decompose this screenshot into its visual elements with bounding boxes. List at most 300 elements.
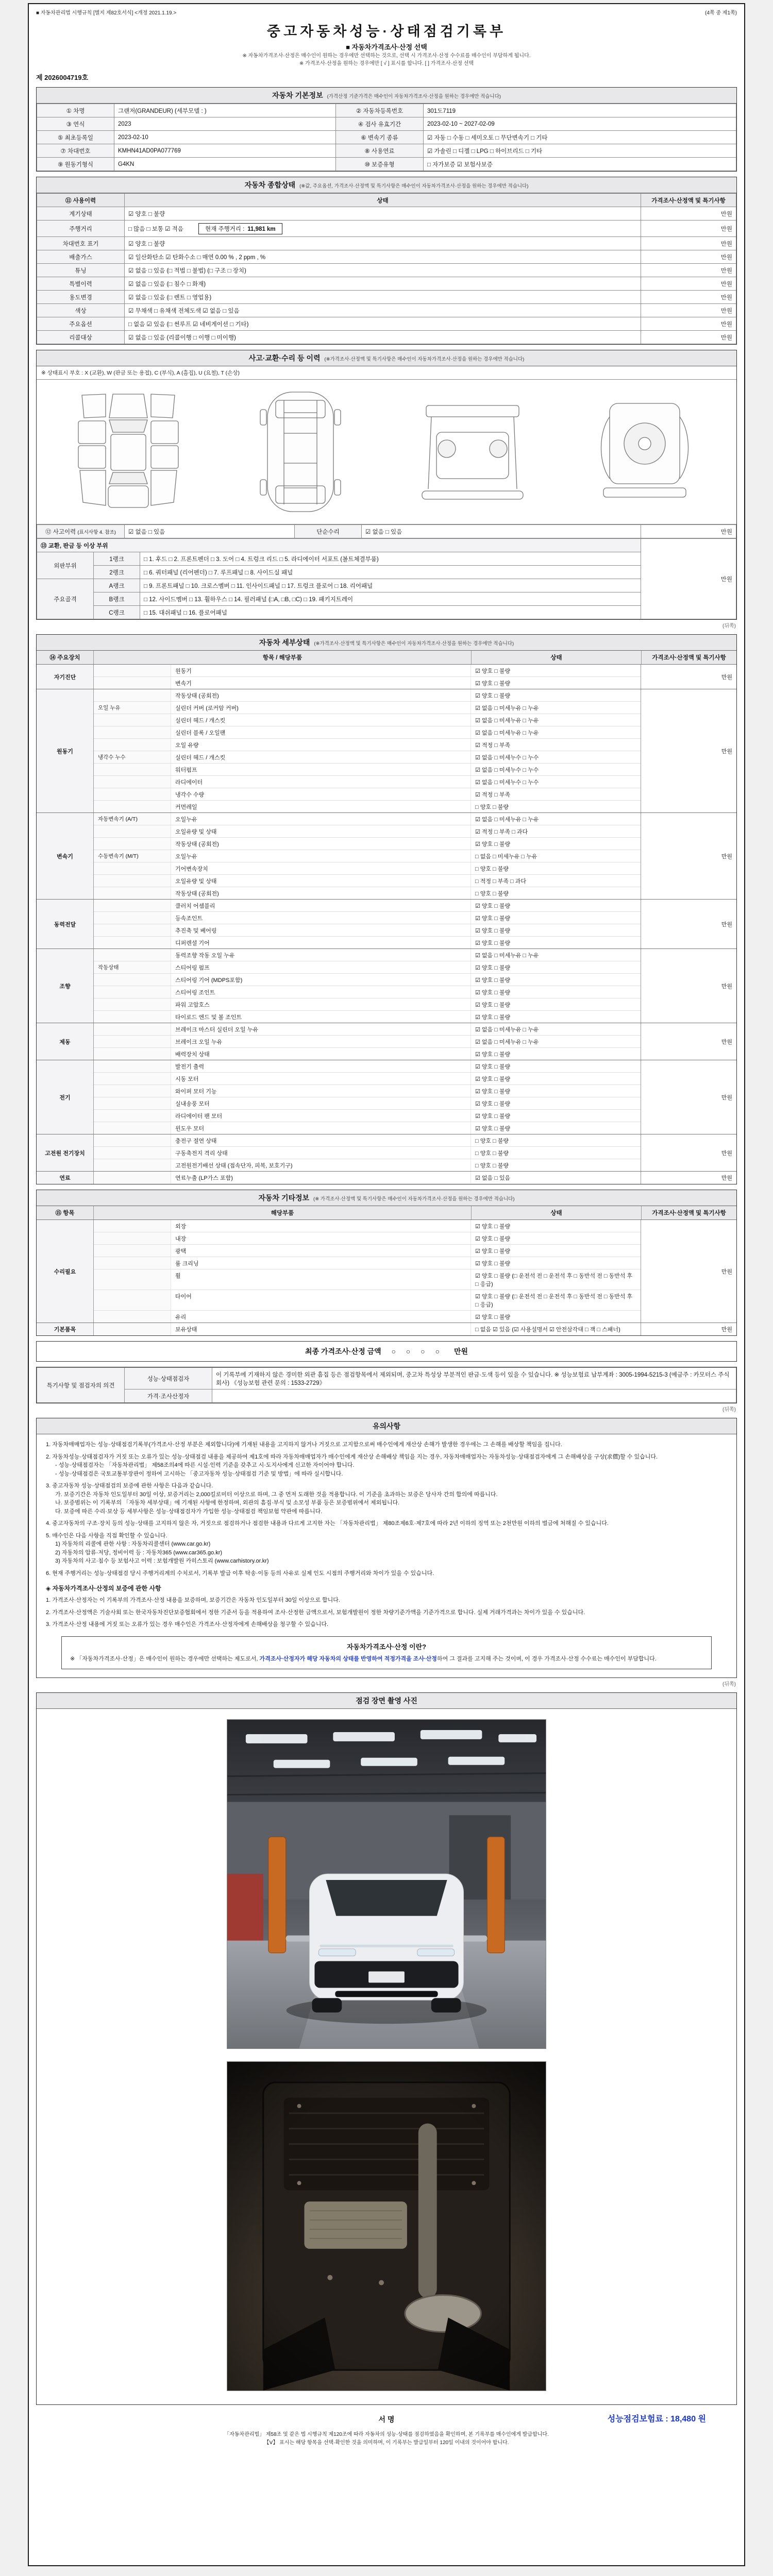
etc-info-groups xyxy=(37,1220,736,1335)
col-item: 항목 / 해당부품 xyxy=(93,651,471,664)
item-label: 색상 xyxy=(37,304,125,317)
status-checkboxes[interactable]: ☑ 양호 □ 불량 xyxy=(470,1110,641,1122)
item-label: 충전구 절연 상태 xyxy=(175,1138,217,1144)
device-item-row xyxy=(94,763,641,775)
item-label: 오일유량 및 상태 xyxy=(175,878,217,885)
item-label: 외장 xyxy=(175,1223,187,1230)
device-item-row xyxy=(94,1010,641,1023)
page-continue-mark: (뒤쪽) xyxy=(722,1681,736,1687)
field-checkboxes[interactable]: ☑ 자동 □ 수동 □ 세미오토 □ 무단변속기 □ 기타 xyxy=(424,131,736,144)
etc-item-row xyxy=(94,1323,641,1335)
final-price-value[interactable]: ○ ○ ○ ○ xyxy=(391,1347,444,1355)
item-label: 광택 xyxy=(175,1248,187,1255)
item-label: 실린더 헤드 / 개스킷 xyxy=(175,717,226,724)
overall-state-table xyxy=(37,193,736,344)
notice-paragraph: 2. 자동차성능·상태점검자가 거짓 또는 오류가 있는 성능·상태점검 내용을 제공하여 제1호에 따라 자동차매매업자가 매수인에게 재산상 손해배상 책임을 지는 경우, 자동차매매업자는 자동차성능·상태점검자에게 그 손해배상을 구상(求償)할 수 있습니다. xyxy=(46,1453,658,1460)
notice-paragraph: 6. 현재 주행거리는 성능·상태점검 당시 주행거리계의 수치로서, 기록부 발급 이후 탁송·이동 등의 사유로 실제 인도 시점의 주행거리와 차이가 있을 수 있습니다. xyxy=(46,1570,434,1577)
status-checkboxes[interactable]: □ 양호 □ 불량 xyxy=(470,801,641,812)
device-name: 전기 xyxy=(37,1060,93,1134)
field-value: KMHN41AD0PA077769 xyxy=(114,144,336,158)
etc-group-name: 기본품목 xyxy=(37,1323,93,1335)
rank-parts-checkboxes[interactable]: □ 15. 대쉬패널 □ 16. 플로어패널 xyxy=(140,606,641,619)
signature-label[interactable]: 서 명 xyxy=(378,2415,395,2424)
price-cell: 만원 xyxy=(641,264,736,277)
field-label: ⑦ 차대번호 xyxy=(37,144,114,158)
inspection-photo-underbody xyxy=(227,2061,546,2391)
price-cell: 만원 xyxy=(641,304,736,317)
col-item-group: ⑮ 항목 xyxy=(55,1210,75,1216)
item-label: 오일누유 xyxy=(175,853,197,860)
item-label: 원동기 xyxy=(175,668,192,674)
device-item-row xyxy=(94,1035,641,1047)
rank-label: 1랭크 xyxy=(94,552,140,566)
status-checkboxes[interactable]: ☑ 양호 □ 불량 xyxy=(470,1085,641,1097)
status-checkboxes[interactable]: ☑ 없음 □ 미세누수 □ 누수 xyxy=(470,776,641,788)
accident-history-label-note: (표시사항 4. 참조) xyxy=(77,529,116,535)
item-label: 등속조인트 xyxy=(175,915,203,922)
notice-item xyxy=(46,1453,727,1479)
status-checkboxes[interactable]: ☑ 양호 □ 불량 xyxy=(470,961,641,973)
rank-parts-checkboxes[interactable]: □ 6. 쿼터패널 (리어펜더) □ 7. 루프패널 □ 8. 사이드실 패널 xyxy=(140,566,641,579)
item-subgroup xyxy=(94,1147,171,1159)
definition-box-text: ※ 「자동차가격조사·산정」은 매수인이 원하는 경우에만 선택하는 제도로서, 가격조사·산정자가 해당 자동차의 상태를 반영하여 적정가격을 조사·산정하여 그 결과를 고지해 주는 것이며, 이 경우 가격조사·산정 수수료는 매수인이 부담합니다. xyxy=(70,1656,657,1662)
rank-row xyxy=(37,552,736,566)
status-checkboxes[interactable]: ☑ 양호 □ 불량 xyxy=(470,998,641,1010)
device-item-row xyxy=(94,726,641,738)
notice-subitem: - 성능·상태점검은 국토교통부장관이 정하여 고시하는 「중고자동차 성능·상태점검 기준 및 방법」에 따라 실시합니다. xyxy=(55,1470,343,1477)
notice-paragraph: 3. 중고자동차 성능·상태점검의 보증에 관한 사항은 다음과 같습니다. xyxy=(46,1483,213,1489)
page-title: 중고자동차성능·상태점검기록부 xyxy=(266,24,507,39)
status-checkboxes[interactable]: ☑ 양호 □ 불량 xyxy=(470,1232,641,1244)
overall-state-title-note: (※값, 주요옵션, 가격조사·산정액 및 특기사항은 매수인이 자동차가격조사·산정을 원하는 경우에만 적습니다) xyxy=(299,183,529,189)
etc-group xyxy=(37,1220,736,1323)
price-cell: 만원 xyxy=(641,539,736,619)
device-item-row xyxy=(94,924,641,936)
col-usage-history: ⑪ 사용이력 xyxy=(37,194,125,207)
status-checkboxes[interactable]: □ 없음 □ 미세누유 □ 누유 xyxy=(470,850,641,862)
item-label: 디퍼렌셜 기어 xyxy=(175,940,210,946)
col-item: 해당부품 xyxy=(93,1206,471,1219)
field-checkboxes[interactable]: ☑ 가솔린 □ 디젤 □ LPG □ 하이브리드 □ 기타 xyxy=(424,144,736,158)
device-group xyxy=(37,1171,736,1184)
item-label: 스티어링 조인트 xyxy=(175,989,215,996)
inspector-opinion-text: 이 기록부에 기재하지 않은 경미한 외관 흠집 등은 점검항목에서 제외되며, 중고차 특성상 부분적인 판금·도색 등이 있을 수 있습니다. ※ 성능보험료 납부계좌 : 3005-1994-5215-3 (예금주 : 카모터스 주식회사) 《성능보험 관련 문의 : 1533-2729》 xyxy=(212,1368,736,1389)
status-checkboxes[interactable]: ☑ 없음 □ 미세누유 □ 누유 xyxy=(470,949,641,961)
section-basic-info xyxy=(36,87,737,172)
status-checkboxes[interactable]: ☑ 양호 □ 불량 xyxy=(470,986,641,998)
item-subgroup xyxy=(94,1269,171,1290)
car-diagram-exterior-unfolded xyxy=(46,386,211,518)
status-checkboxes[interactable]: □ 양호 □ 불량 xyxy=(470,862,641,874)
device-item-row xyxy=(94,1097,641,1109)
device-group xyxy=(37,1023,736,1060)
item-subgroup xyxy=(94,825,171,837)
notice-subitem: 다. 보증에 따른 수리·보상 등 세부사항은 성능·상태점검자가 가입한 성능·상태점검 책임보험 약관에 따릅니다. xyxy=(55,1508,323,1515)
etc-item-row xyxy=(94,1310,641,1323)
item-label: 파워 고압호스 xyxy=(175,1002,210,1008)
item-subgroup xyxy=(94,1220,171,1232)
device-item-row xyxy=(94,1047,641,1060)
item-label: 작동상태 (공회전) xyxy=(175,841,219,848)
item-label: 작동상태 (공회전) xyxy=(175,692,219,699)
price-cell: 만원 xyxy=(721,983,732,990)
price-survey-select-label[interactable]: ■ 자동차가격조사·산정 선택 xyxy=(346,43,427,51)
status-checkboxes[interactable]: ☑ 없음 □ 미세누유 □ 누유 xyxy=(470,813,641,825)
item-subgroup: 오일 누유 xyxy=(94,702,171,714)
page-side-note: (4쪽 중 제1쪽) xyxy=(705,10,737,16)
accident-legend-row xyxy=(37,525,736,538)
item-label: 특별이력 xyxy=(37,277,125,291)
etc-item-row xyxy=(94,1220,641,1232)
device-item-row xyxy=(94,837,641,850)
item-label: 동력조향 작동 오일 누유 xyxy=(175,952,235,959)
device-item-row xyxy=(94,986,641,998)
status-checkboxes[interactable]: □ 없음 ☑ 있음 (□ 썬루프 ☑ 네비게이션 □ 기타) xyxy=(125,317,641,331)
item-label: 시동 모터 xyxy=(175,1076,199,1082)
status-checkboxes[interactable]: ☑ 양호 □ 불량 xyxy=(470,1220,641,1232)
item-subgroup xyxy=(94,1134,171,1146)
status-checkboxes[interactable]: □ 양호 □ 불량 xyxy=(470,1134,641,1146)
item-label: 오일누유 xyxy=(175,816,197,823)
device-name: 조향 xyxy=(37,949,93,1023)
item-label: 타이로드 엔드 및 볼 조인트 xyxy=(175,1014,242,1021)
status-checkboxes[interactable]: ☑ 양호 □ 불량 xyxy=(470,1257,641,1269)
notice-item xyxy=(46,1532,727,1566)
document-number: 제 2026004719호 xyxy=(36,74,89,81)
field-value: 2023-02-10 ~ 2027-02-09 xyxy=(424,117,736,131)
section-overall-state xyxy=(36,177,737,345)
device-item-row xyxy=(94,813,641,825)
status-checkboxes[interactable]: ☑ 양호 □ 불량 xyxy=(470,1122,641,1134)
basic-info-row xyxy=(37,117,736,131)
price-cell: 만원 xyxy=(641,525,736,538)
etc-info-title: 자동차 기타정보 (※ 가격조사·산정액 및 특기사항은 매수인이 자동차가격조사·산정을 원하는 경우에만 적습니다) xyxy=(37,1190,736,1206)
item-subgroup xyxy=(94,1023,171,1035)
item-subgroup xyxy=(94,838,171,850)
device-item-row xyxy=(94,689,641,701)
item-subgroup xyxy=(94,1048,171,1060)
device-item-row xyxy=(94,936,641,948)
inspection-insurance-fee: 성능점검보험료 : 18,480 원 xyxy=(607,2414,706,2424)
status-checkboxes[interactable]: ☑ 적정 □ 부족 xyxy=(470,739,641,751)
inspector-role: 성능·상태점검자 xyxy=(125,1368,212,1389)
item-subgroup xyxy=(94,776,171,788)
device-item-row xyxy=(94,788,641,800)
price-cell: 만원 xyxy=(641,221,736,237)
item-label: 냉각수 수량 xyxy=(175,791,205,798)
accident-history-checkboxes[interactable]: ☑ 없음 □ 있음 xyxy=(125,525,295,538)
status-checkboxes[interactable]: ☑ 없음 □ 미세누유 □ 누유 xyxy=(470,1023,641,1035)
item-subgroup xyxy=(94,677,171,689)
notice-paragraph: 5. 매수인은 다음 사항을 직접 확인할 수 있습니다. xyxy=(46,1532,167,1539)
status-checkboxes[interactable]: ☑ 양호 □ 불량 xyxy=(470,1060,641,1072)
section-notice xyxy=(36,1418,737,1678)
exchange-header-row xyxy=(37,539,736,552)
etc-item-row xyxy=(94,1290,641,1310)
status-checkboxes[interactable]: ☑ 없음 □ 있음 (리콜이행 □ 이행 □ 미이행) xyxy=(125,331,641,344)
item-label: 라디에이터 xyxy=(175,779,203,786)
item-label: 주요옵션 xyxy=(37,317,125,331)
device-item-row xyxy=(94,1023,641,1035)
item-subgroup xyxy=(94,986,171,998)
field-label: ⑨ 원동기형식 xyxy=(37,158,114,171)
device-item-row xyxy=(94,900,641,911)
device-item-row xyxy=(94,701,641,714)
item-label: 리콜대상 xyxy=(37,331,125,344)
item-label: 주행거리 xyxy=(37,221,125,237)
field-value: 2023 xyxy=(114,117,336,131)
item-label: 고전원전기배선 상태 (접속단자, 피복, 보호기구) xyxy=(175,1162,293,1169)
device-item-row xyxy=(94,1072,641,1084)
overall-row xyxy=(37,331,736,344)
notice-item xyxy=(46,1569,727,1578)
simple-repair-checkboxes[interactable]: ☑ 없음 □ 있음 xyxy=(362,525,641,538)
status-checkboxes[interactable]: ☑ 일산화탄소 ☑ 탄화수소 □ 매연 0.00 % , 2 ppm , % xyxy=(125,250,641,264)
status-checkboxes[interactable]: ☑ 없음 □ 미세누유 □ 누유 xyxy=(470,714,641,726)
notice-subitem: 가. 보증기간은 자동차 인도일부터 30일 이상, 보증거리는 2,000킬로미터 이상으로 하며, 그 중 먼저 도래한 것을 적용합니다. 이 기준을 초과하는 보증은 당사자 간의 합의에 따릅니다. xyxy=(55,1491,498,1498)
item-label: 실린더 헤드 / 개스킷 xyxy=(175,754,226,761)
status-checkboxes[interactable]: □ 양호 □ 불량 xyxy=(470,1147,641,1159)
item-subgroup xyxy=(94,1073,171,1084)
price-cell: 만원 xyxy=(721,921,732,928)
col-status: 상태 xyxy=(125,194,641,207)
opinion-row xyxy=(37,1389,736,1403)
field-label: ① 차명 xyxy=(37,104,114,117)
device-name: 제동 xyxy=(37,1023,93,1060)
status-checkboxes[interactable]: □ 없음 ☑ 있음 (☑ 사용설명서 ☑ 안전삼각대 □ 잭 □ 스패너) xyxy=(470,1323,641,1335)
device-group xyxy=(37,1060,736,1134)
overall-row xyxy=(37,277,736,291)
price-cell: 만원 xyxy=(721,853,732,860)
odometer-label: 현재 주행거리 : xyxy=(205,226,245,232)
rank-label: C랭크 xyxy=(94,606,140,619)
notice-item xyxy=(46,1482,727,1516)
price-cell: 만원 xyxy=(721,674,732,681)
final-price-label: 최종 가격조사·산정 금액 xyxy=(305,1347,381,1355)
detailed-state-header xyxy=(37,651,736,665)
item-label: 기어변속장치 xyxy=(175,866,208,872)
item-subgroup xyxy=(94,665,171,676)
item-label: 실린더 블록 / 오일팬 xyxy=(175,730,226,736)
odometer-value: 11,981 km xyxy=(247,226,276,232)
status-checkboxes[interactable]: ☑ 양호 □ 불량 xyxy=(470,900,641,911)
etc-item-row xyxy=(94,1269,641,1290)
item-subgroup xyxy=(94,788,171,800)
rank-row xyxy=(37,566,736,579)
item-label: 계기상태 xyxy=(37,207,125,221)
device-item-row xyxy=(94,1172,641,1183)
status-checkboxes[interactable]: ☑ 없음 □ 미세누수 □ 누수 xyxy=(470,764,641,775)
item-label: 오일 유량 xyxy=(175,742,199,749)
field-label: ⑩ 보증유형 xyxy=(336,158,424,171)
inspection-photo-car-front xyxy=(227,1719,546,2049)
status-checkboxes[interactable]: □ 양호 □ 불량 xyxy=(470,887,641,899)
rank-row xyxy=(37,606,736,619)
field-label: ⑥ 변속기 종류 xyxy=(336,131,424,144)
item-subgroup: 작동상태 xyxy=(94,961,171,973)
overall-row xyxy=(37,207,736,221)
page-continue-mark: (뒤쪽) xyxy=(722,1407,736,1413)
item-subgroup xyxy=(94,1323,171,1335)
item-label: 구동축전지 격리 상태 xyxy=(175,1150,228,1157)
status-checkboxes[interactable]: ☑ 양호 □ 불량 xyxy=(470,974,641,986)
price-survey-select-note2[interactable]: ※ 가격조사·산정을 원하는 경우에만 [ √ ] 표시를 합니다. [ ] 가격조사·산정 선택 xyxy=(299,60,474,66)
item-label: 발전기 출력 xyxy=(175,1063,205,1070)
item-label: 스티어링 펌프 xyxy=(175,964,210,971)
item-label: 룸 크리닝 xyxy=(175,1260,199,1267)
item-subgroup xyxy=(94,714,171,726)
device-name: 고전원 전기장치 xyxy=(37,1134,93,1171)
status-checkboxes[interactable]: ☑ 없음 □ 미세누수 □ 누수 xyxy=(470,751,641,763)
status-checkboxes[interactable]: □ 적정 □ 부족 □ 과다 xyxy=(470,875,641,887)
status-checkboxes[interactable] xyxy=(125,221,641,237)
item-label: 배력장치 상태 xyxy=(175,1051,210,1058)
item-label: 실린더 커버 (로커암 커버) xyxy=(175,705,239,711)
status-checkboxes[interactable]: ☑ 없음 □ 있음 xyxy=(470,1172,641,1183)
notice-subitem: 나. 보증범위는 이 기록부의 「자동차 세부상태」에 기재된 사항에 한정하며, 외관의 흠집·부식 및 소모성 부품 등은 보증범위에서 제외됩니다. xyxy=(55,1500,400,1506)
status-checkboxes[interactable]: ☑ 양호 □ 불량 xyxy=(470,677,641,689)
rank-parts-checkboxes[interactable]: □ 12. 사이드멤버 □ 13. 휠하우스 □ 14. 필러패널 (□A, □B, □C) □ 19. 패키지트레이 xyxy=(140,592,641,606)
accident-history-title: 사고·교환·수리 등 이력 (※가격조사·산정액 및 특기사항은 매수인이 자동차가격조사·산정을 원하는 경우에만 적습니다) xyxy=(37,350,736,366)
item-subgroup xyxy=(94,862,171,874)
status-checkboxes[interactable]: ☑ 양호 □ 불량 xyxy=(470,912,641,924)
device-group xyxy=(37,812,736,899)
item-subgroup xyxy=(94,949,171,961)
status-checkboxes[interactable]: ☑ 양호 □ 불량 xyxy=(470,689,641,701)
overall-state-title: 자동차 종합상태 (※값, 주요옵션, 가격조사·산정액 및 특기사항은 매수인이 자동차가격조사·산정을 원하는 경우에만 적습니다) xyxy=(37,177,736,193)
basic-info-row xyxy=(37,144,736,158)
inspection-insurance-fee-value: 18,480 원 xyxy=(670,2414,706,2424)
status-checkboxes[interactable]: ☑ 무채색 □ 유채색 전체도색 ☑ 없음 □ 있음 xyxy=(125,304,641,317)
price-guarantee-item xyxy=(46,1608,727,1617)
field-label: ⑧ 사용연료 xyxy=(336,144,424,158)
status-checkboxes[interactable]: ☑ 없음 □ 미세누유 □ 누유 xyxy=(470,726,641,738)
item-subgroup xyxy=(94,1036,171,1047)
item-label: 윈도우 모터 xyxy=(175,1125,205,1132)
notice-subitem: 2) 자동차의 압류·저당, 정비이력 등 : 자동차365 (www.car365.go.kr) xyxy=(55,1549,223,1556)
status-checkboxes[interactable]: ☑ 양호 □ 불량 xyxy=(470,937,641,948)
status-checkboxes[interactable]: ☑ 없음 □ 있음 (□ 적법 □ 불법) (□ 구조 □ 장치) xyxy=(125,264,641,277)
device-name: 변속기 xyxy=(37,813,93,899)
device-group xyxy=(37,1134,736,1171)
status-checkboxes[interactable]: ☑ 없음 □ 있음 (□ 렌트 □ 영업용) xyxy=(125,291,641,304)
item-subgroup: 수동변속기 (M/T) xyxy=(94,850,171,862)
overall-row xyxy=(37,237,736,250)
status-checkboxes[interactable]: ☑ 양호 □ 불량 (□ 운전석 전 □ 운전석 후 □ 동반석 전 □ 동반석 후 □ 응급) xyxy=(470,1290,641,1310)
rank-parts-checkboxes[interactable]: □ 1. 후드 □ 2. 프론트펜더 □ 3. 도어 □ 4. 트렁크 리드 □ 5. 라디에이터 서포트 (볼트체결부품) xyxy=(140,552,641,566)
status-checkboxes[interactable]: ☑ 양호 □ 불량 xyxy=(470,1073,641,1084)
status-checkboxes[interactable]: □ 양호 □ 불량 xyxy=(470,1159,641,1171)
etc-info-title-note: (※ 가격조사·산정액 및 특기사항은 매수인이 자동차가격조사·산정을 원하는 경우에만 적습니다) xyxy=(313,1196,515,1202)
item-label: 배출가스 xyxy=(37,250,125,264)
status-checkboxes[interactable]: ☑ 양호 □ 불량 xyxy=(470,1097,641,1109)
basic-info-title-note: (가격산정 기준가격은 매수인이 자동차가격조사·산정을 원하는 경우에만 적습니다) xyxy=(327,94,501,99)
definition-box-title: 자동차가격조사·산정 이란? xyxy=(346,1642,427,1651)
device-item-row xyxy=(94,1146,641,1159)
accident-title-note: (※가격조사·산정액 및 특기사항은 매수인이 자동차가격조사·산정을 원하는 경우에만 적습니다) xyxy=(324,357,525,362)
footer-line-1: 「자동차관리법」 제58조 및 같은 법 시행규칙 제120조에 따라 자동차의 성능·상태를 점검하였음을 확인하며, 본 기록부를 매수인에게 발급합니다. xyxy=(224,2431,549,2437)
item-subgroup xyxy=(94,764,171,775)
price-guarantee-item xyxy=(46,1620,727,1629)
item-subgroup xyxy=(94,726,171,738)
device-item-row xyxy=(94,1084,641,1097)
rank-parts-checkboxes[interactable]: □ 9. 프론트패널 □ 10. 크로스멤버 □ 11. 인사이드패널 □ 17. 트렁크 플로어 □ 18. 리어패널 xyxy=(140,579,641,592)
field-value: 그랜저(GRANDEUR) (세부모델 : ) xyxy=(114,104,336,117)
field-checkboxes[interactable]: □ 자가보증 ☑ 보험사보증 xyxy=(424,158,736,171)
item-label: 유리 xyxy=(175,1314,187,1320)
price-cell: 만원 xyxy=(721,1268,732,1275)
status-checkboxes[interactable]: ☑ 양호 □ 불량 xyxy=(470,665,641,676)
signature-row xyxy=(36,2405,737,2427)
notice-paragraph: 3. 가격조사·산정 내용에 거짓 또는 오류가 있는 경우 매수인은 가격조사·산정자에게 손해배상을 청구할 수 있습니다. xyxy=(46,1621,329,1628)
device-group xyxy=(37,948,736,1023)
device-item-row xyxy=(94,676,641,689)
etc-item-row xyxy=(94,1232,641,1244)
status-checkboxes[interactable]: ☑ 양호 □ 불량 xyxy=(470,1011,641,1023)
device-item-row xyxy=(94,1159,641,1171)
device-item-row xyxy=(94,1122,641,1134)
accident-legend-table xyxy=(37,524,736,538)
field-label: ⑤ 최초등록일 xyxy=(37,131,114,144)
simple-repair-label: 단순수리 xyxy=(295,525,362,538)
field-value: 301도7119 xyxy=(424,104,736,117)
status-checkboxes[interactable]: ☑ 양호 □ 불량 xyxy=(125,237,641,250)
etc-item-row xyxy=(94,1244,641,1257)
status-checkboxes[interactable]: ☑ 적정 □ 부족 □ 과다 xyxy=(470,825,641,837)
status-checkboxes[interactable]: ☑ 적정 □ 부족 xyxy=(470,788,641,800)
col-price-note: 가격조사·산정액 및 특기사항 xyxy=(641,651,736,664)
price-cell: 만원 xyxy=(721,748,732,755)
col-device: ⑭ 주요장치 xyxy=(49,655,80,661)
device-group xyxy=(37,899,736,948)
rank-row xyxy=(37,579,736,592)
device-name: 연료 xyxy=(37,1172,93,1184)
item-label: 오일유량 및 상태 xyxy=(175,828,217,835)
status-checkboxes[interactable]: ☑ 양호 □ 불량 xyxy=(470,924,641,936)
item-subgroup xyxy=(94,739,171,751)
status-checkboxes[interactable]: ☑ 양호 □ 불량 xyxy=(470,1311,641,1323)
footer-statutory-notes xyxy=(36,2431,737,2447)
device-item-row xyxy=(94,973,641,986)
item-subgroup xyxy=(94,1290,171,1310)
status-checkboxes[interactable]: ☑ 양호 □ 불량 xyxy=(470,1245,641,1257)
device-item-row xyxy=(94,751,641,763)
price-cell: 만원 xyxy=(641,317,736,331)
status-checkboxes[interactable]: ☑ 양호 □ 불량 xyxy=(470,1048,641,1060)
status-checkboxes[interactable]: ☑ 양호 □ 불량 (□ 운전석 전 □ 운전석 후 □ 동반석 전 □ 동반석 후 □ 응급) xyxy=(470,1269,641,1290)
mileage-level-checkboxes[interactable]: □ 많음 □ 보통 ☑ 적음 xyxy=(128,226,183,232)
notice-paragraph: 4. 중고자동차의 구조·장치 등의 성능·상태를 고지하지 않은 자, 거짓으로 점검하거나 점검한 내용과 다르게 고지한 자는 「자동차관리법」 제80조제6호·제7호에 따라 2년 이하의 징역 또는 2천만원 이하의 벌금에 처해질 수 있습니다. xyxy=(46,1520,609,1527)
appraiser-opinion-text xyxy=(212,1389,736,1403)
device-item-row xyxy=(94,1060,641,1072)
section-inspection-photos xyxy=(36,1692,737,2405)
item-subgroup xyxy=(94,1257,171,1269)
status-checkboxes[interactable]: ☑ 양호 □ 불량 xyxy=(125,207,641,221)
overall-row xyxy=(37,291,736,304)
status-checkboxes[interactable]: ☑ 없음 □ 있음 (□ 침수 □ 화재) xyxy=(125,277,641,291)
col-price-note: 가격조사·산정액 및 특기사항 xyxy=(641,194,736,207)
overall-row xyxy=(37,250,736,264)
item-label: 실내송풍 모터 xyxy=(175,1100,210,1107)
form-reference-line xyxy=(36,8,737,16)
device-name: 동력전달 xyxy=(37,900,93,948)
etc-info-header xyxy=(37,1206,736,1220)
price-cell: 만원 xyxy=(721,1039,732,1045)
status-checkboxes[interactable]: ☑ 양호 □ 불량 xyxy=(470,838,641,850)
status-checkboxes[interactable]: ☑ 없음 □ 미세누유 □ 누유 xyxy=(470,702,641,714)
status-checkboxes[interactable]: ☑ 없음 □ 미세누유 □ 누유 xyxy=(470,1036,641,1047)
basic-info-title: 자동차 기본정보 (가격산정 기준가격은 매수인이 자동차가격조사·산정을 원하는 경우에만 적습니다) xyxy=(37,88,736,104)
